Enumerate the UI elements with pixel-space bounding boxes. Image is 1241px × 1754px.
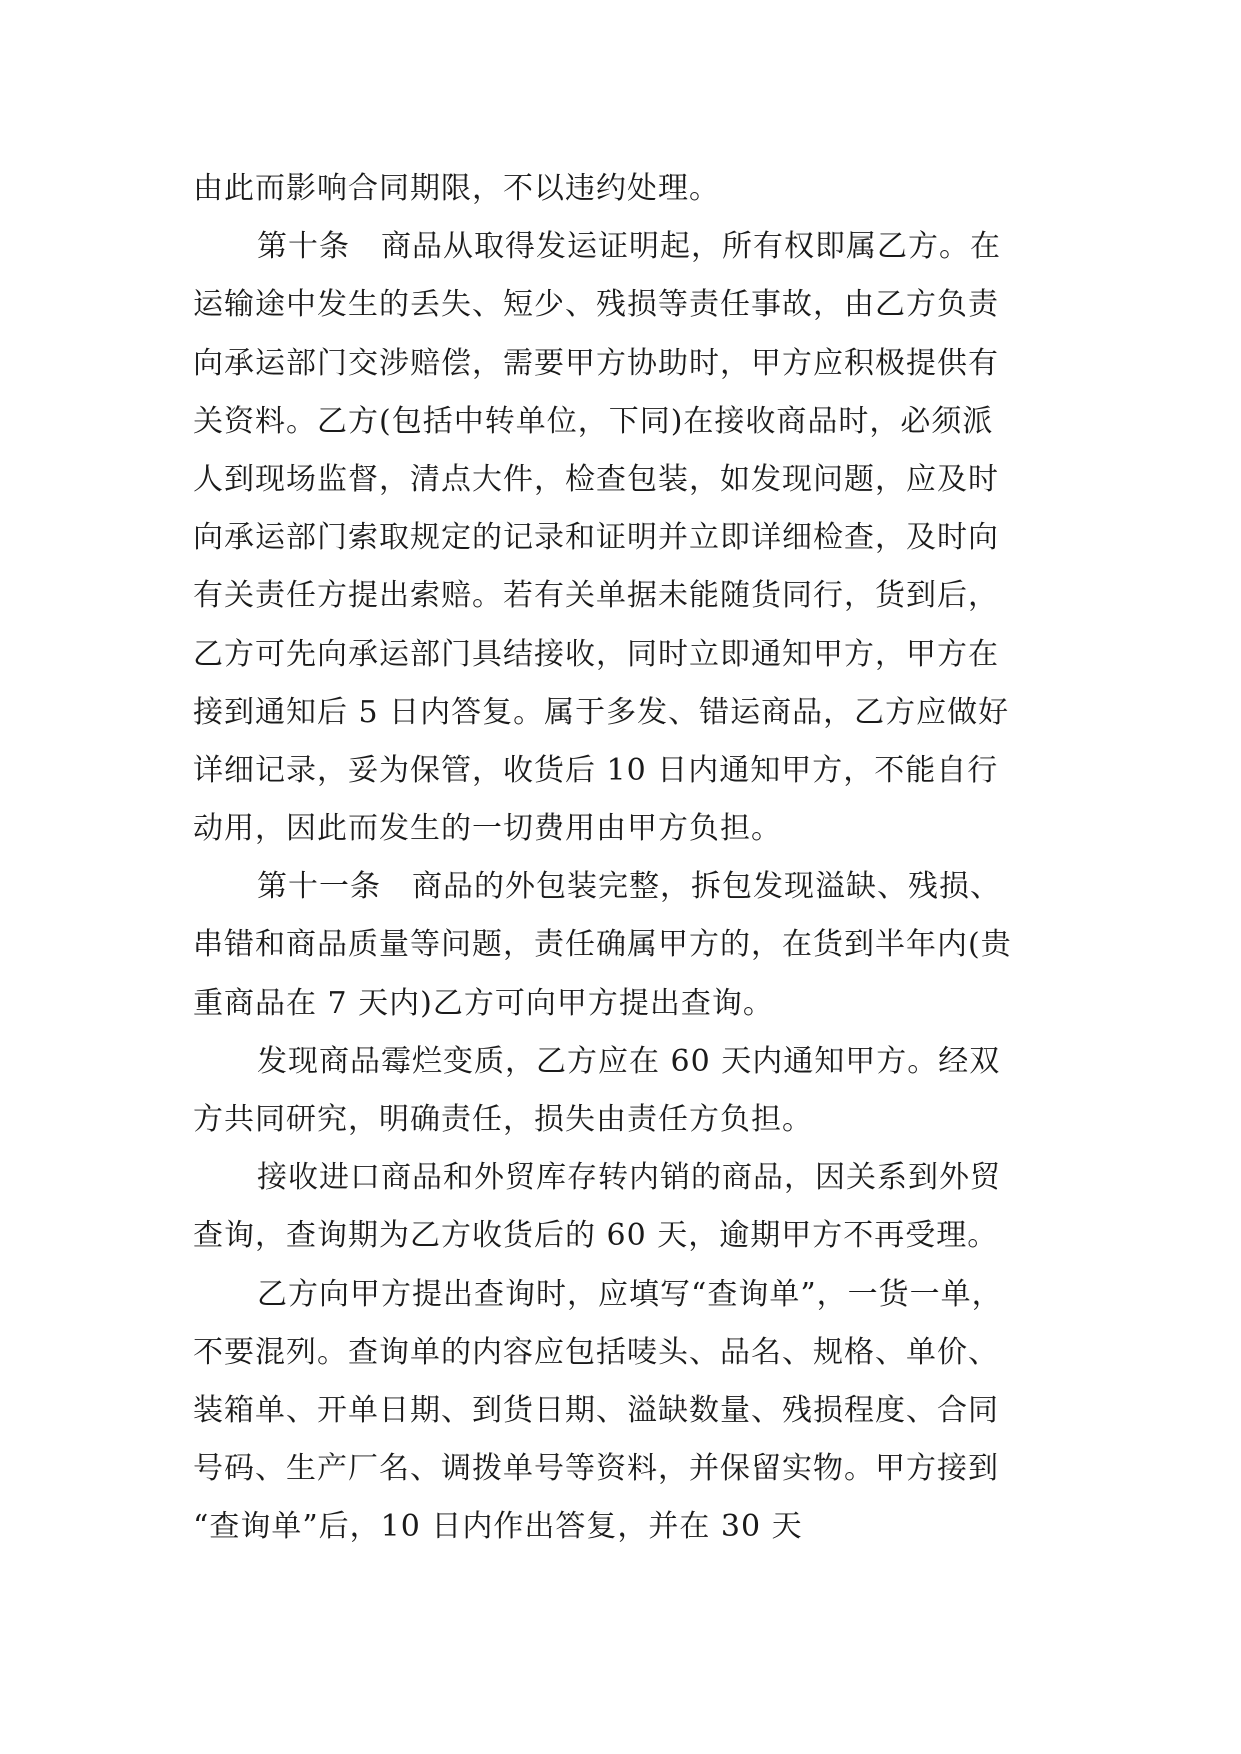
- text-line: 乙方可先向承运部门具结接收，同时立即通知甲方，甲方在: [193, 636, 999, 672]
- text-line: 不要混列。查询单的内容应包括唛头、品名、规格、单价、: [193, 1334, 999, 1370]
- text-line: “查询单”后，10 日内作出答复，并在 30 天: [193, 1509, 803, 1545]
- text-line: 方共同研究，明确责任，损失由责任方负担。: [193, 1102, 813, 1137]
- text-line: 串错和商品质量等问题，责任确属甲方的，在货到半年内(贵: [193, 927, 1012, 963]
- text-line: 乙方向甲方提出查询时，应填写“查询单”，一货一单，: [257, 1276, 1003, 1312]
- text-line: 人到现场监督，清点大件，检查包装，如发现问题，应及时: [193, 461, 999, 497]
- text-line: 查询，查询期为乙方收货后的 60 天，逾期甲方不再受理。: [193, 1218, 999, 1254]
- text-line: 接到通知后 5 日内答复。属于多发、错运商品，乙方应做好: [193, 694, 1010, 730]
- text-line: 第十一条 商品的外包装完整，拆包发现溢缺、残损、: [257, 869, 1001, 905]
- text-line: 关资料。乙方(包括中转单位，下同)在接收商品时，必须派: [193, 403, 994, 439]
- text-line: 向承运部门索取规定的记录和证明并立即详细检查，及时向: [193, 520, 999, 556]
- text-line: 动用，因此而发生的一切费用由甲方负担。: [193, 811, 782, 847]
- text-line: 由此而影响合同期限，不以违约处理。: [193, 171, 720, 206]
- text-line: 装箱单、开单日期、到货日期、溢缺数量、残损程度、合同: [193, 1392, 999, 1428]
- text-line: 发现商品霉烂变质，乙方应在 60 天内通知甲方。经双: [257, 1043, 1001, 1079]
- text-line: 第十条 商品从取得发运证明起，所有权即属乙方。在: [257, 229, 1001, 265]
- text-line: 重商品在 7 天内)乙方可向甲方提出查询。: [193, 985, 774, 1021]
- text-line: 号码、生产厂名、调拨单号等资料，并保留实物。甲方接到: [193, 1451, 999, 1487]
- text-line: 有关责任方提出索赔。若有关单据未能随货同行，货到后，: [193, 578, 999, 614]
- contract-text-body: [193, 160, 1073, 1557]
- text-line: 详细记录，妥为保管，收货后 10 日内通知甲方，不能自行: [193, 752, 999, 788]
- text-line: 接收进口商品和外贸库存转内销的商品，因关系到外贸: [257, 1160, 1001, 1196]
- text-line: 运输途中发生的丢失、短少、残损等责任事故，由乙方负责: [193, 287, 999, 323]
- text-line: 向承运部门交涉赔偿，需要甲方协助时，甲方应积极提供有: [193, 345, 999, 381]
